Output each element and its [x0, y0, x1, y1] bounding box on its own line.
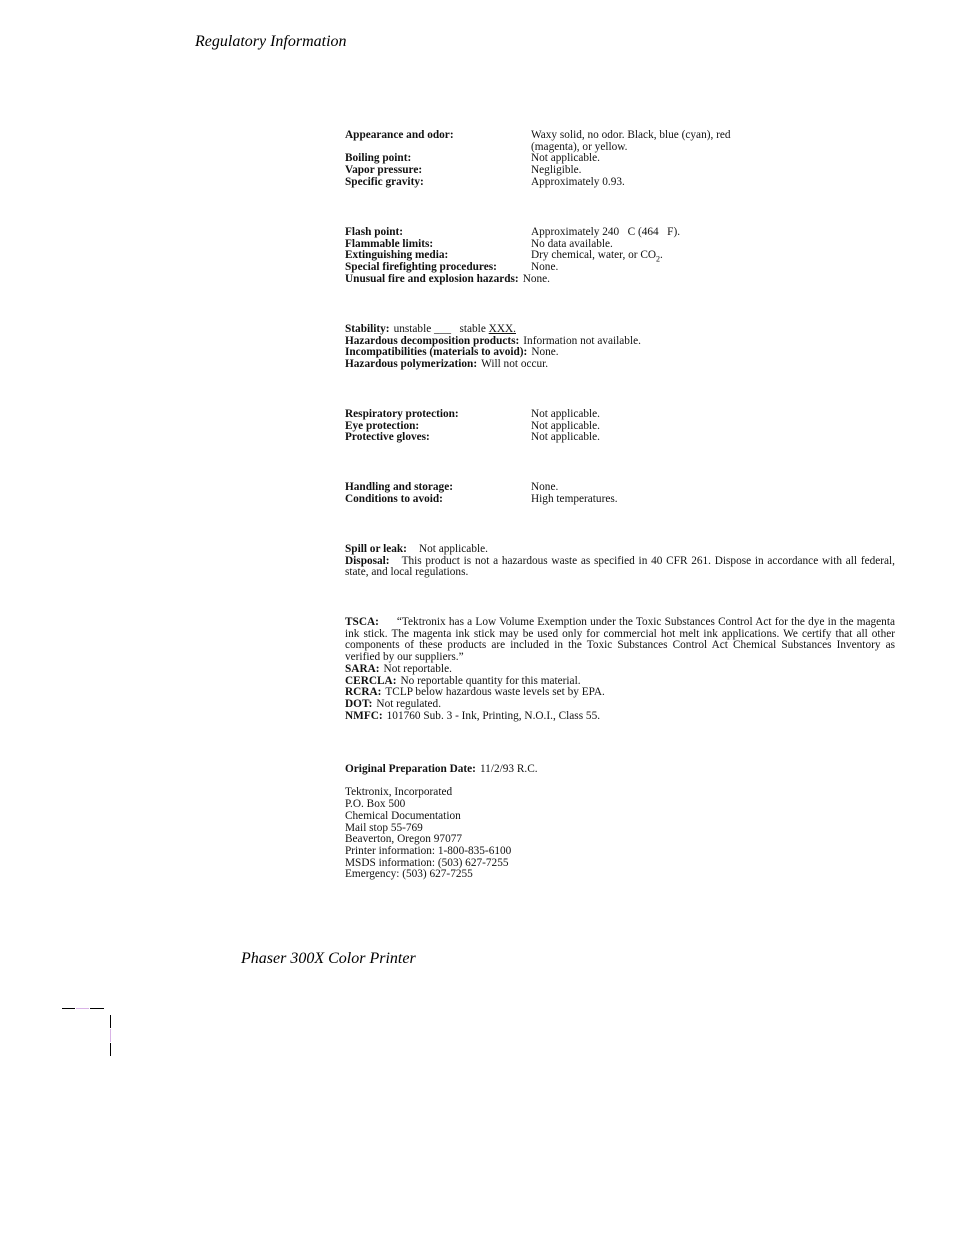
flammable-label: Flammable limits: [345, 237, 434, 250]
prep-date-label: Original Preparation Date: [345, 763, 476, 775]
prep-date-row [345, 764, 895, 776]
gravity-label: Specific gravity: [345, 175, 424, 188]
nmfc-value: 101760 Sub. 3 - Ink, Printing, N.O.I., Class 55. [386, 709, 601, 722]
address-line: MSDS information: (503) 627-7255 [345, 856, 509, 869]
storage-value: None. [531, 481, 559, 493]
gloves-row [345, 432, 895, 444]
stability-label: Stability: [345, 323, 390, 335]
address-line: Emergency: (503) 627-7255 [345, 868, 473, 881]
stability-row [345, 324, 895, 336]
appearance-label: Appearance and odor: [345, 129, 454, 141]
preparation-section [345, 764, 895, 881]
extinguishing-label: Extinguishing media: [345, 249, 449, 262]
tsca-paragraph [345, 617, 895, 664]
flash-label: Flash point: [345, 226, 404, 238]
avoid-row [345, 494, 895, 506]
respiratory-label: Respiratory protection: [345, 408, 459, 420]
gravity-row [345, 177, 895, 189]
special-label: Special firefighting procedures: [345, 261, 497, 274]
sara-row [345, 664, 895, 676]
respiratory-row [345, 409, 895, 421]
vapor-value: Negligible. [531, 164, 582, 177]
address-line: Tektronix, Incorporated [345, 786, 453, 799]
physical-data-section [345, 130, 895, 189]
nmfc-label: NMFC: [345, 709, 383, 722]
stability-stable: stable [459, 323, 486, 335]
appearance-value: Waxy solid, no odor. Black, blue (cyan), red (magenta), or yellow. [531, 129, 731, 153]
storage-label: Handling and storage: [345, 481, 453, 493]
avoid-label: Conditions to avoid: [345, 492, 443, 505]
eye-value: Not applicable. [531, 419, 601, 432]
running-footer: Phaser 300X Color Printer [241, 950, 416, 967]
address-block [345, 787, 895, 881]
tsca-value: “Tektronix has a Low Volume Exemption under the Toxic Substances Control Act for the dye in the magenta ink stick. The magenta ink stick may be used only for commercial hot melt ink applications. We certify that all other components of these products are included in the Toxic Substances Control Act Chemical Substances Inventory as verified by our suppliers.” [345, 616, 895, 664]
flash-row [345, 227, 895, 239]
reactivity-section [345, 324, 895, 371]
address-line: P.O. Box 500 [345, 798, 406, 811]
fire-section [345, 227, 895, 286]
flammable-value: No data available. [531, 237, 613, 250]
storage-row [345, 482, 895, 494]
flash-value: Approximately 240 C (464 F). [531, 226, 681, 238]
unusual-value: None. [522, 272, 550, 285]
extinguishing-value: Dry chemical, water, or $CO_2$. [531, 249, 663, 264]
gloves-label: Protective gloves: [345, 431, 430, 444]
spill-row [345, 544, 895, 556]
incompat-value: None. [531, 346, 559, 359]
disposal-paragraph [345, 556, 895, 579]
nmfc-row [345, 711, 895, 723]
polymer-label: Hazardous polymerization: [345, 358, 478, 371]
boiling-row [345, 153, 895, 165]
address-line: Beaverton, Oregon 97077 [345, 833, 463, 846]
respiratory-value: Not applicable. [531, 408, 601, 420]
polymer-value: Will not occur. [481, 358, 549, 371]
handling-section [345, 482, 895, 505]
disposal-label: Disposal: [345, 554, 390, 567]
boiling-value: Not applicable. [531, 152, 601, 165]
dot-value: Not regulated. [376, 697, 442, 710]
gloves-value: Not applicable. [531, 431, 601, 444]
avoid-value: High temperatures. [531, 492, 618, 505]
dot-row [345, 699, 895, 711]
disposal-value: This product is not a hazardous waste as specified in 40 CFR 261. Dispose in accordance with all federal, state, and local regulations. [345, 554, 895, 579]
address-line: Chemical Documentation [345, 809, 461, 822]
regulatory-section [345, 617, 895, 722]
vapor-label: Vapor pressure: [345, 164, 423, 177]
disposal-section [345, 544, 895, 579]
decomposition-label: Hazardous decomposition products: [345, 334, 520, 347]
decomposition-value: Information not available. [523, 334, 641, 347]
unusual-label: Unusual fire and explosion hazards: [345, 272, 519, 285]
polymer-row [345, 359, 895, 371]
gravity-value: Approximately 0.93. [531, 175, 625, 188]
protection-section [345, 409, 895, 444]
address-line: Printer information: 1-800-835-6100 [345, 844, 512, 857]
special-value: None. [531, 261, 559, 274]
rcra-value: TCLP below hazardous waste levels set by EPA. [385, 686, 605, 699]
dot-label: DOT: [345, 697, 373, 710]
spill-value: Not applicable. [418, 543, 488, 555]
sara-label: SARA: [345, 662, 380, 675]
address-line: Mail stop 55-769 [345, 821, 423, 834]
running-header: Regulatory Information [195, 33, 347, 50]
spill-label: Spill or leak: [345, 543, 407, 555]
rcra-label: RCRA: [345, 686, 382, 699]
prep-date-value: 11/2/93 R.C. [479, 763, 538, 775]
sara-value: Not reportable. [383, 662, 452, 675]
unusual-row [345, 274, 895, 286]
incompat-label: Incompatibilities (materials to avoid): [345, 346, 528, 359]
boiling-label: Boiling point: [345, 152, 412, 165]
stability-mark: XXX. [488, 323, 516, 335]
tsca-label: TSCA: [345, 616, 379, 628]
cercla-label: CERCLA: [345, 674, 397, 687]
cercla-value: No reportable quantity for this material. [400, 674, 581, 687]
stability-unstable: unstable ___ [393, 323, 451, 335]
eye-label: Eye protection: [345, 419, 420, 432]
appearance-row [345, 129, 895, 153]
